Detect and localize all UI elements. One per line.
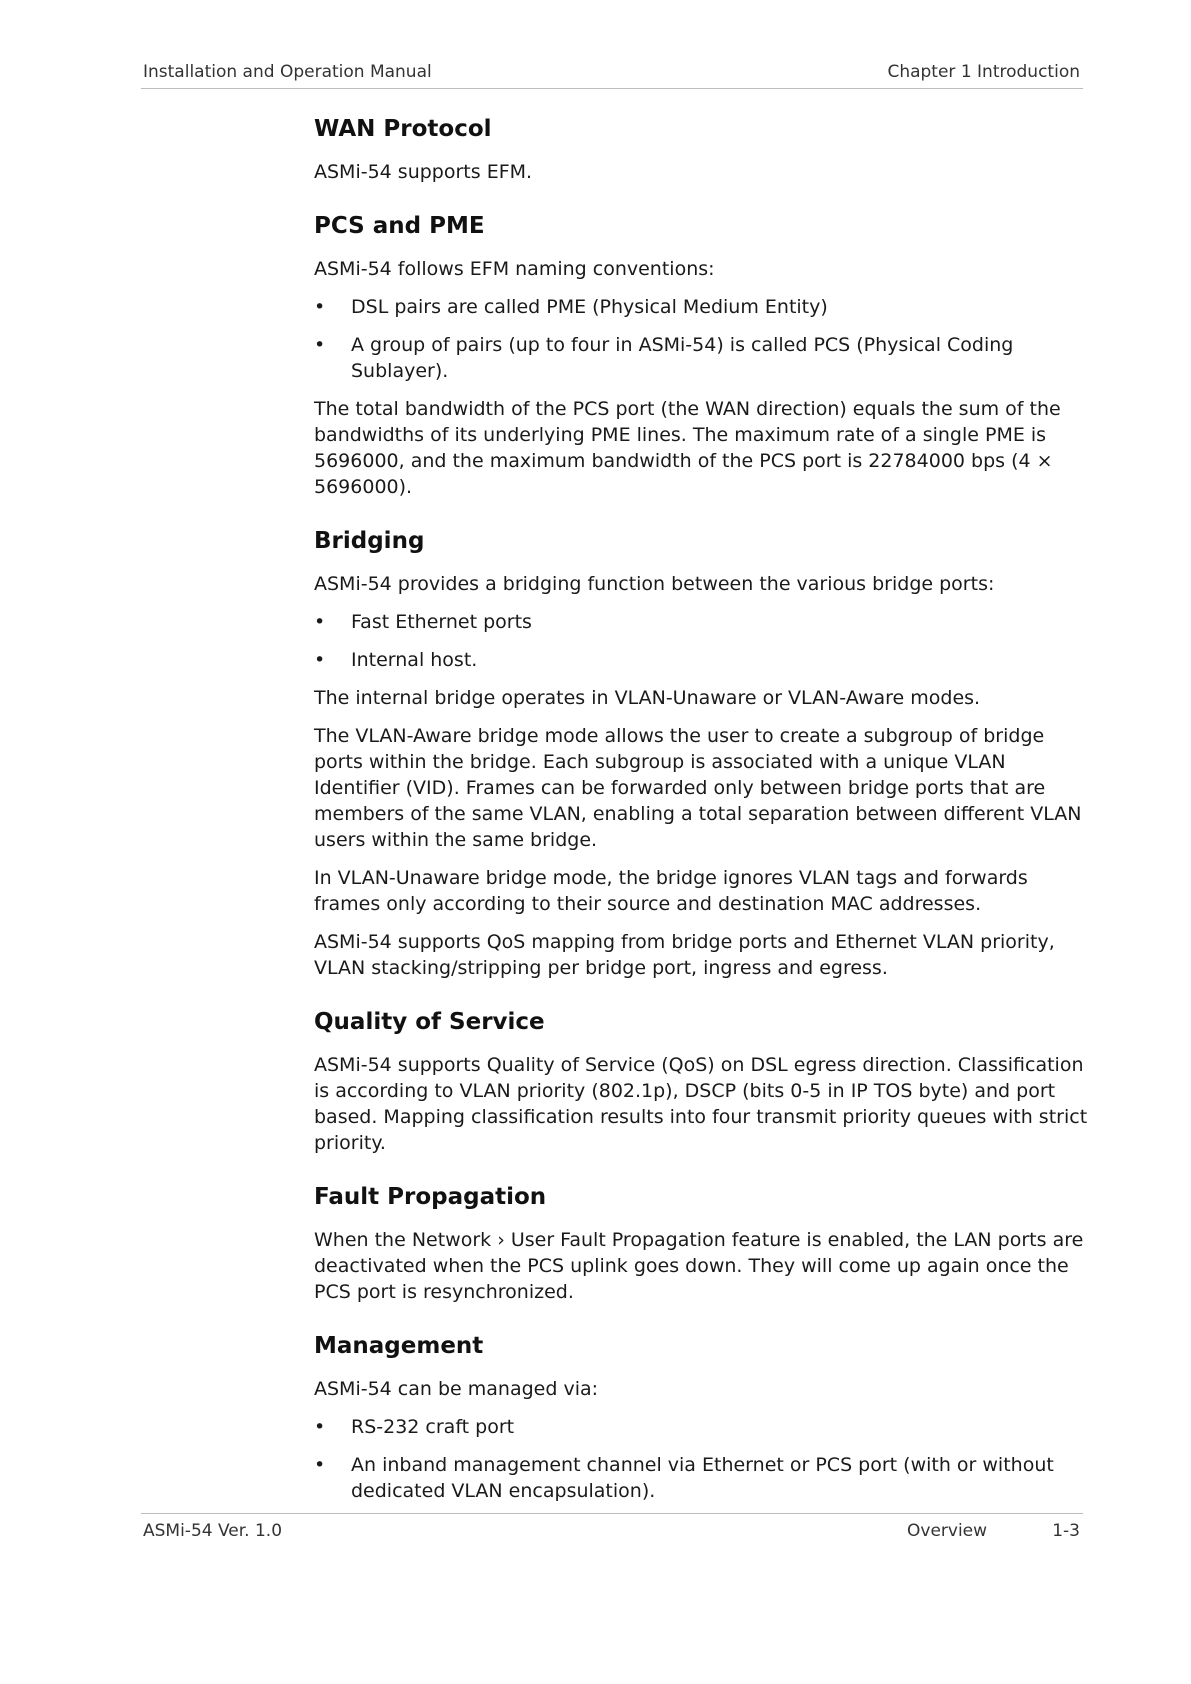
list-item-text: RS-232 craft port (351, 1416, 515, 1438)
paragraph: ASMi-54 can be managed via: (314, 1378, 599, 1400)
paragraph: ASMi-54 supports Quality of Service (QoS) on DSL egress direction. Classification is according to VLAN priority (802.1p), DSCP (bits 0-5 in IP TOS byte) and port based. Mapping classification results into four transmit priority queues with strict priority. (314, 1054, 1088, 1154)
bullet-list (314, 1414, 1094, 1504)
section-heading: PCS and PME (314, 213, 485, 239)
bullet-icon: • (314, 1416, 326, 1438)
header-manual-title: Installation and Operation Manual (143, 62, 432, 82)
bullet-icon: • (314, 649, 326, 671)
section-heading: WAN Protocol (314, 116, 492, 142)
section-heading: Bridging (314, 528, 425, 554)
paragraph: The total bandwidth of the PCS port (the WAN direction) equals the sum of the bandwidths of its underlying PME lines. The maximum rate of a single PME is 5696000, and the maximum bandwidth of the PCS port is 22784000 bps (4 × 5696000). (314, 398, 1061, 498)
bullet-list (314, 294, 1094, 384)
header-divider (141, 88, 1083, 89)
list-item-text: Internal host. (351, 649, 478, 671)
list-item-text: An inband management channel via Ethernet or PCS port (with or without dedicated VLAN encapsulation). (351, 1454, 1054, 1502)
list-item-text: A group of pairs (up to four in ASMi-54) is called PCS (Physical Coding Sublayer). (351, 334, 1014, 382)
section (314, 114, 1094, 185)
section-heading: Fault Propagation (314, 1184, 547, 1210)
page-body (314, 114, 1094, 1516)
section (314, 211, 1094, 500)
list-item (314, 1414, 1094, 1440)
list-item (314, 332, 1094, 384)
section (314, 1331, 1094, 1504)
footer-section: Overview (907, 1521, 988, 1541)
header-chapter: Chapter 1 Introduction (887, 62, 1080, 82)
footer-page-number: 1-3 (1052, 1521, 1080, 1541)
bullet-icon: • (314, 334, 326, 356)
paragraph: The VLAN-Aware bridge mode allows the user to create a subgroup of bridge ports within the bridge. Each subgroup is associated with a unique VLAN Identifier (VID). Frames can be forwarded only between bridge ports that are members of the same VLAN, enabling a total separation between different VLAN users within the same bridge. (314, 725, 1082, 851)
paragraph: ASMi-54 supports EFM. (314, 161, 533, 183)
list-item-text: Fast Ethernet ports (351, 611, 532, 633)
section (314, 1007, 1094, 1156)
bullet-icon: • (314, 1454, 326, 1476)
paragraph: ASMi-54 provides a bridging function between the various bridge ports: (314, 573, 995, 595)
paragraph: In VLAN-Unaware bridge mode, the bridge ignores VLAN tags and forwards frames only according to their source and destination MAC addresses. (314, 867, 1028, 915)
list-item (314, 609, 1094, 635)
paragraph: When the Network › User Fault Propagation feature is enabled, the LAN ports are deactivated when the PCS uplink goes down. They will come up again once the PCS port is resynchronized. (314, 1229, 1084, 1303)
section-heading: Management (314, 1333, 484, 1359)
section (314, 526, 1094, 981)
bullet-icon: • (314, 611, 326, 633)
list-item-text: DSL pairs are called PME (Physical Medium Entity) (351, 296, 828, 318)
paragraph: ASMi-54 supports QoS mapping from bridge ports and Ethernet VLAN priority, VLAN stacking/stripping per bridge port, ingress and egress. (314, 931, 1055, 979)
section (314, 1182, 1094, 1305)
footer-divider (141, 1513, 1083, 1514)
paragraph: ASMi-54 follows EFM naming conventions: (314, 258, 715, 280)
section-heading: Quality of Service (314, 1009, 545, 1035)
bullet-list (314, 609, 1094, 673)
list-item (314, 294, 1094, 320)
list-item (314, 647, 1094, 673)
bullet-icon: • (314, 296, 326, 318)
footer-product-version: ASMi-54 Ver. 1.0 (143, 1521, 283, 1541)
list-item (314, 1452, 1094, 1504)
paragraph: The internal bridge operates in VLAN-Unaware or VLAN-Aware modes. (314, 687, 981, 709)
